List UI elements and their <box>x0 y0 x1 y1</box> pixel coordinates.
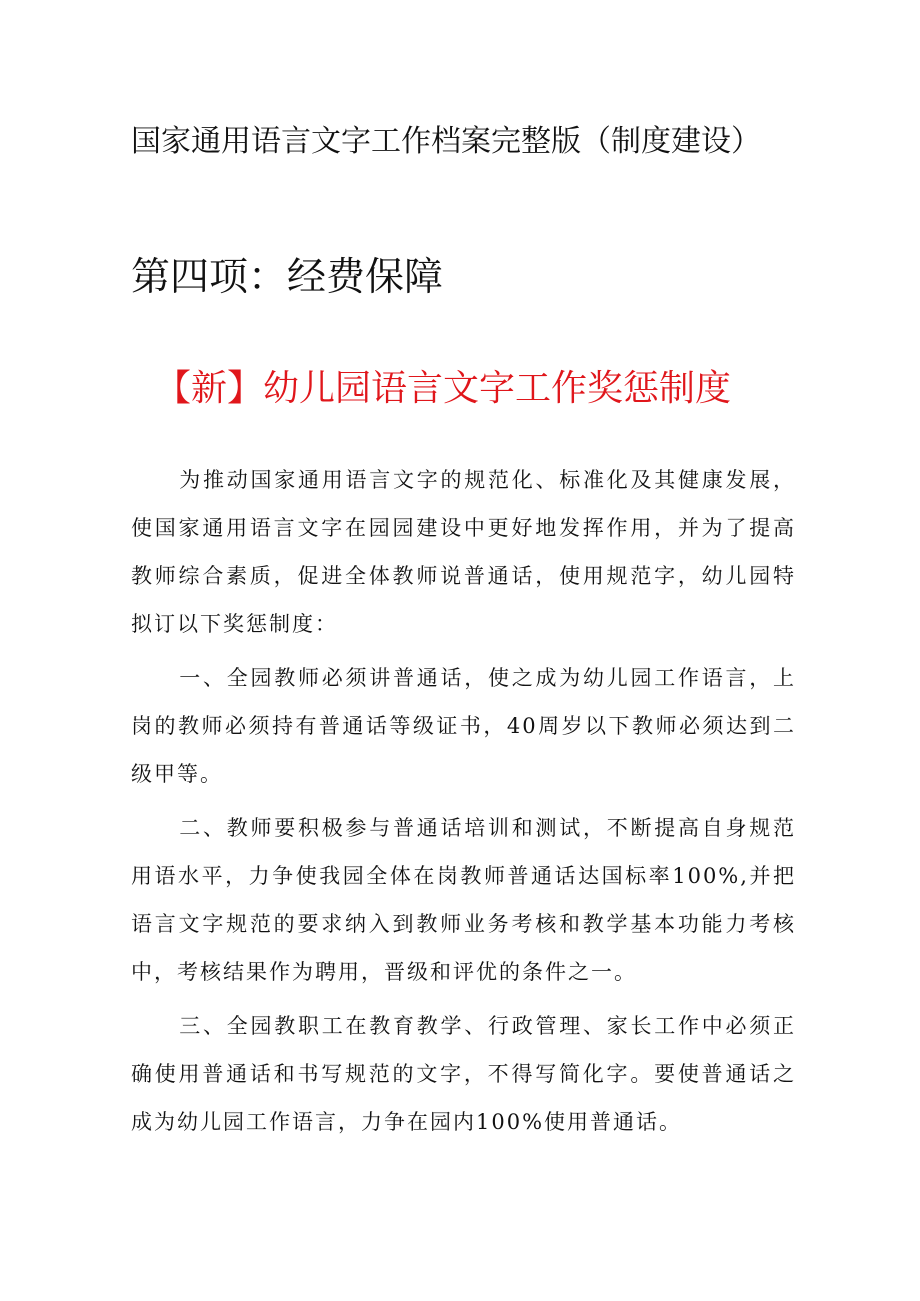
article-title: 【新】幼儿园语言文字工作奖惩制度 <box>155 368 732 409</box>
section-heading: 第四项：经费保障 <box>131 255 444 300</box>
paragraph-item-2: 二、教师要积极参与普通话培训和测试，不断提高自身规范用语水平，力争使我园全体在岗教师普通话达国标率100%,并把语言文字规范的要求纳入到教师业务考核和教学基本功能力考核中，考核结果作为聘用，晋级和评优的条件之一。 <box>131 816 796 984</box>
paragraph-item-3: 三、全园教职工在教育教学、行政管理、家长工作中必须正确使用普通话和书写规范的文字，不得写简化字。要使普通话之成为幼儿园工作语言，力争在园内100%使用普通话。 <box>131 1014 796 1134</box>
paragraph-intro: 为推动国家通用语言文字的规范化、标准化及其健康发展，使国家通用语言文字在园园建设中更好地发挥作用，并为了提高教师综合素质，促进全体教师说普通话，使用规范字，幼儿园特拟订以下奖惩制度： <box>131 468 796 636</box>
article-body <box>131 456 796 1152</box>
paragraph-item-1: 一、全园教师必须讲普通话，使之成为幼儿园工作语言，上岗的教师必须持有普通话等级证书，40周岁以下教师必须达到二级甲等。 <box>131 666 796 786</box>
document-title: 国家通用语言文字工作档案完整版（制度建设） <box>131 124 761 159</box>
